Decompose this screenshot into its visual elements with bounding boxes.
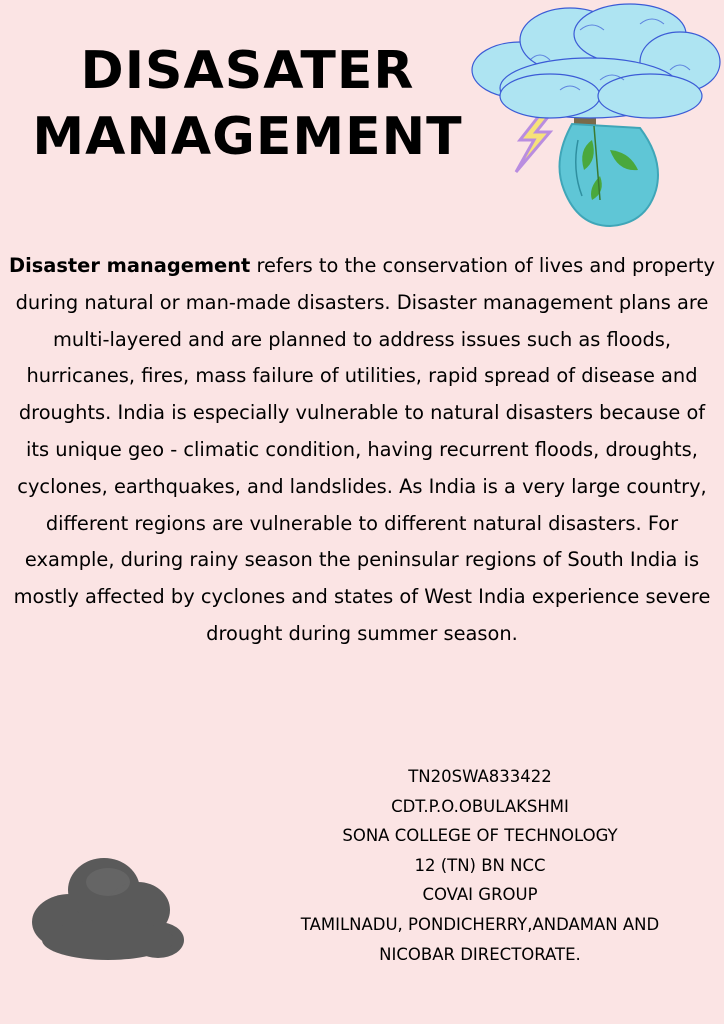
credit-line-name: CDT.P.O.OBULAKSHMI xyxy=(391,796,569,816)
bulb-body xyxy=(560,124,659,226)
title-line-1: DISASATER xyxy=(80,41,415,101)
credit-line-college: SONA COLLEGE OF TECHNOLOGY xyxy=(342,826,618,846)
credits-block xyxy=(230,762,724,969)
storm-cloud xyxy=(472,4,720,118)
body-paragraph xyxy=(6,248,718,653)
credit-line-directorate-2: NICOBAR DIRECTORATE. xyxy=(379,944,581,964)
body-lead: Disaster management xyxy=(9,254,251,277)
storm-cloud-bulb-icon xyxy=(460,0,724,248)
page-title xyxy=(0,38,495,170)
credit-line-id: TN20SWA833422 xyxy=(408,767,552,786)
title-line-2: MANAGEMENT xyxy=(32,107,463,167)
credit-line-battalion: 12 (TN) BN NCC xyxy=(414,855,546,875)
grey-cloud-icon xyxy=(30,852,186,964)
credit-line-directorate-1: TAMILNADU, PONDICHERRY,ANDAMAN AND xyxy=(300,914,660,934)
credit-line-group: COVAI GROUP xyxy=(422,885,538,905)
lightning-bolt-icon xyxy=(516,112,552,172)
body-text: refers to the conservation of lives and property during natural or man-made disasters. Disaster management plans are multi-layered and are planned to address issues such as floods, hurricanes, fires, mass failure of utilities, rapid spread of disease and droughts. India is especially vulnerable to natural disasters because of its unique geo - climatic condition, having recurrent floods, droughts, cyclones, earthquakes, and landslides. As India is a very large country, different regions are vulnerable to different natural disasters. For example, during rainy season the peninsular regions of South India is mostly affected by cyclones and states of West India experience severe drought during summer season. xyxy=(13,254,715,645)
